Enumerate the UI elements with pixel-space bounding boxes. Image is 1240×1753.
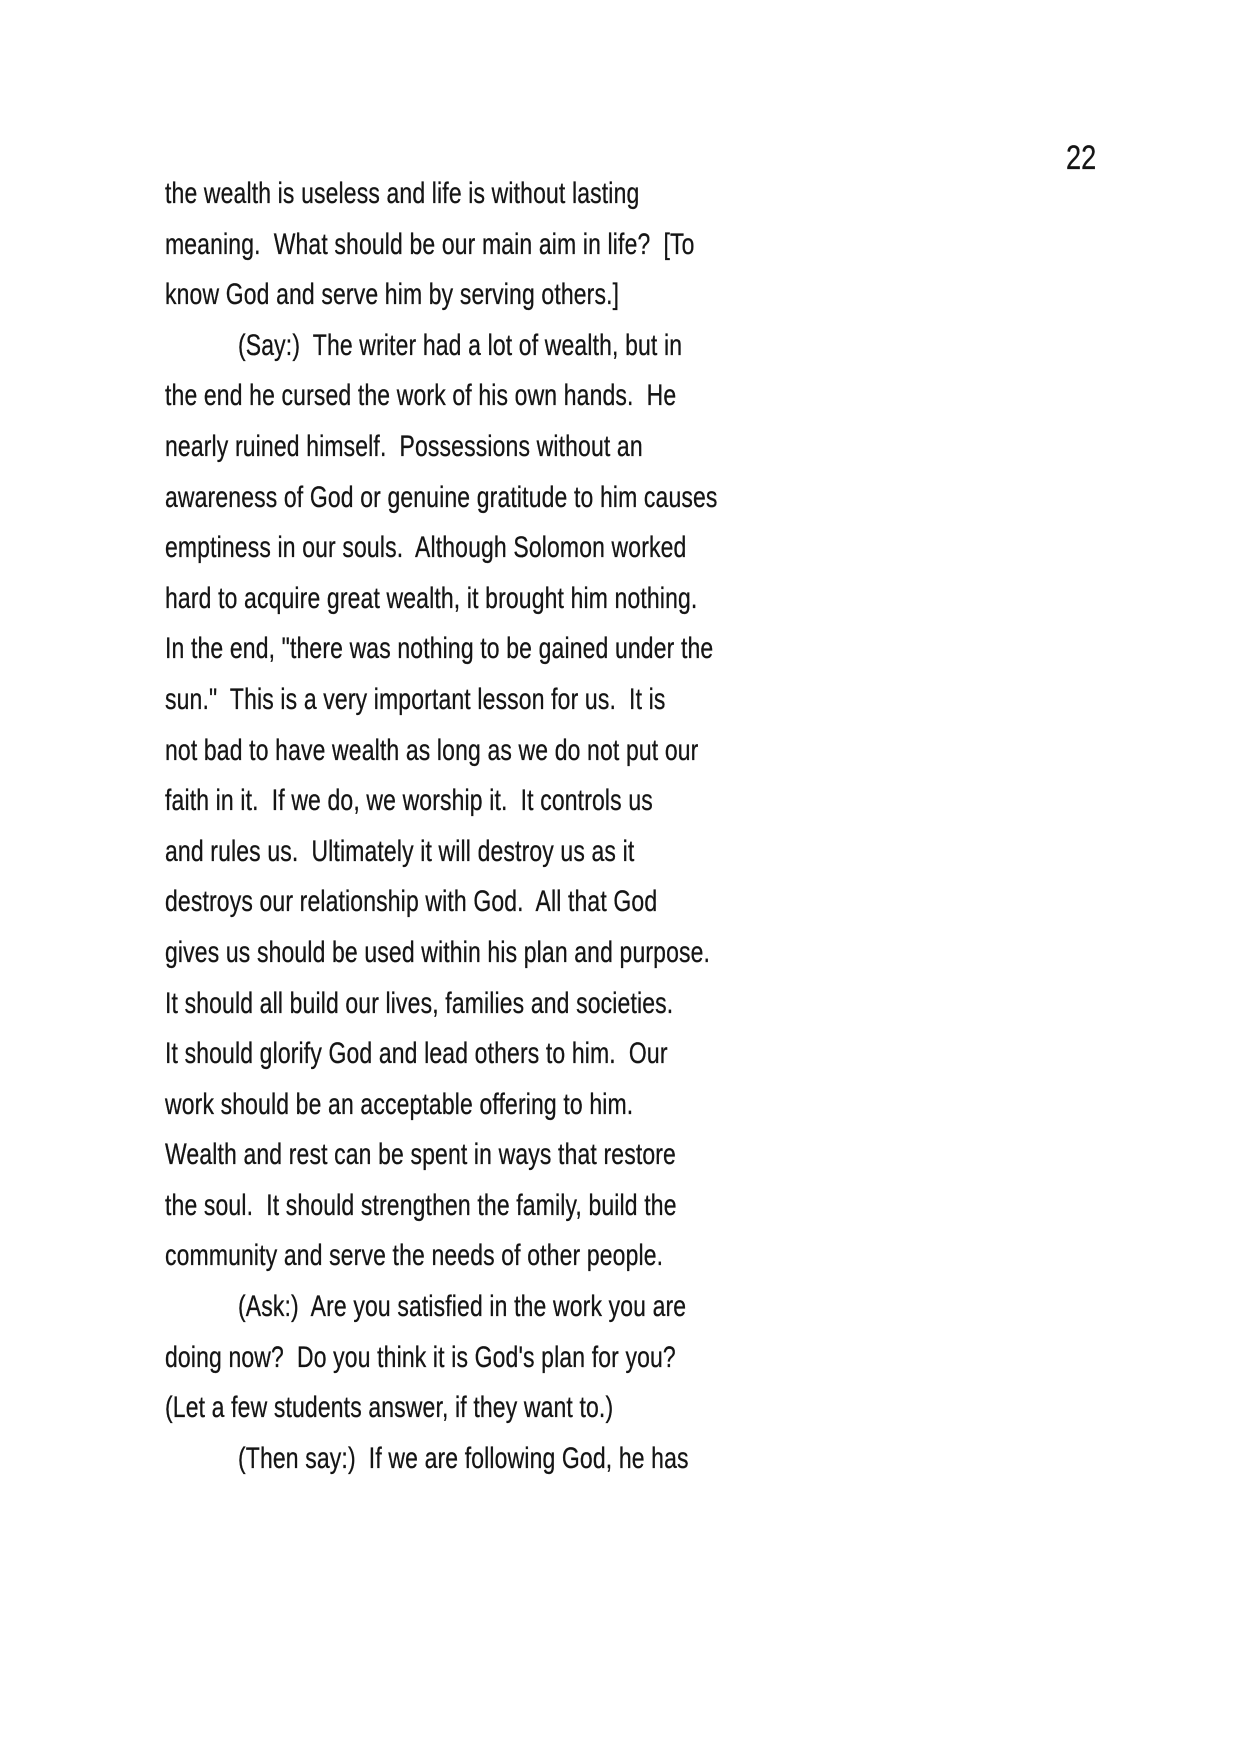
text-line-content: Wealth and rest can be spent in ways that restore	[165, 1138, 676, 1172]
text-line	[165, 675, 925, 726]
page-number: 22	[1066, 139, 1097, 177]
text-line-content: emptiness in our souls. Although Solomon worked	[165, 531, 687, 565]
text-line	[165, 726, 925, 777]
text-line-content: (Say:) The writer had a lot of wealth, but in	[238, 328, 683, 362]
text-line	[165, 270, 925, 321]
text-line	[165, 1231, 925, 1282]
text-line	[165, 321, 925, 372]
text-line	[165, 776, 925, 827]
text-line-content: community and serve the needs of other people.	[165, 1239, 664, 1273]
text-line	[165, 1282, 925, 1333]
text-line	[165, 979, 925, 1030]
text-line-content: the wealth is useless and life is without lasting	[165, 177, 640, 210]
text-line-content: doing now? Do you think it is God's plan for you?	[165, 1340, 676, 1374]
text-line-content: nearly ruined himself. Possessions without an	[165, 429, 643, 463]
text-line	[165, 371, 925, 422]
text-line-content: know God and serve him by serving others.]	[165, 278, 620, 312]
text-line	[165, 1080, 925, 1131]
text-line-content: hard to acquire great wealth, it brought him nothing.	[165, 581, 698, 615]
text-line	[165, 1434, 925, 1485]
text-line-content: the soul. It should strengthen the family, build the	[165, 1188, 677, 1222]
body-text	[165, 169, 925, 1484]
text-line-content: sun." This is a very important lesson for us. It is	[165, 682, 666, 716]
text-line-content: (Then say:) If we are following God, he has	[238, 1441, 689, 1475]
text-line	[165, 523, 925, 574]
text-line-content: In the end, "there was nothing to be gained under the	[165, 632, 714, 666]
text-line	[165, 574, 925, 625]
text-line	[165, 624, 925, 675]
text-line	[165, 1383, 925, 1434]
text-line-content: gives us should be used within his plan and purpose.	[165, 935, 711, 969]
text-line	[165, 220, 925, 271]
text-line-content: faith in it. If we do, we worship it. It controls us	[165, 784, 653, 818]
text-line-content: the end he cursed the work of his own hands. He	[165, 379, 677, 413]
text-line-content: It should all build our lives, families and societies.	[165, 986, 674, 1020]
text-line	[165, 422, 925, 473]
text-line	[165, 1181, 925, 1232]
text-line-content: awareness of God or genuine gratitude to him causes	[165, 480, 718, 514]
text-line-content: (Ask:) Are you satisfied in the work you are	[238, 1290, 687, 1324]
text-line-content: work should be an acceptable offering to him.	[165, 1087, 634, 1121]
text-line	[165, 1130, 925, 1181]
text-line	[165, 1333, 925, 1384]
text-line	[165, 877, 925, 928]
text-line-content: (Let a few students answer, if they want to.)	[165, 1391, 614, 1425]
text-line-content: and rules us. Ultimately it will destroy us as it	[165, 834, 635, 868]
text-line-content: destroys our relationship with God. All that God	[165, 885, 658, 919]
text-line-content: It should glorify God and lead others to him. Our	[165, 1037, 668, 1071]
text-line	[165, 473, 925, 524]
text-line	[165, 928, 925, 979]
text-line	[165, 1029, 925, 1080]
text-line-content: meaning. What should be our main aim in life? [To	[165, 227, 695, 261]
text-line	[165, 169, 925, 220]
text-line-content: not bad to have wealth as long as we do not put our	[165, 733, 699, 767]
text-line	[165, 827, 925, 878]
